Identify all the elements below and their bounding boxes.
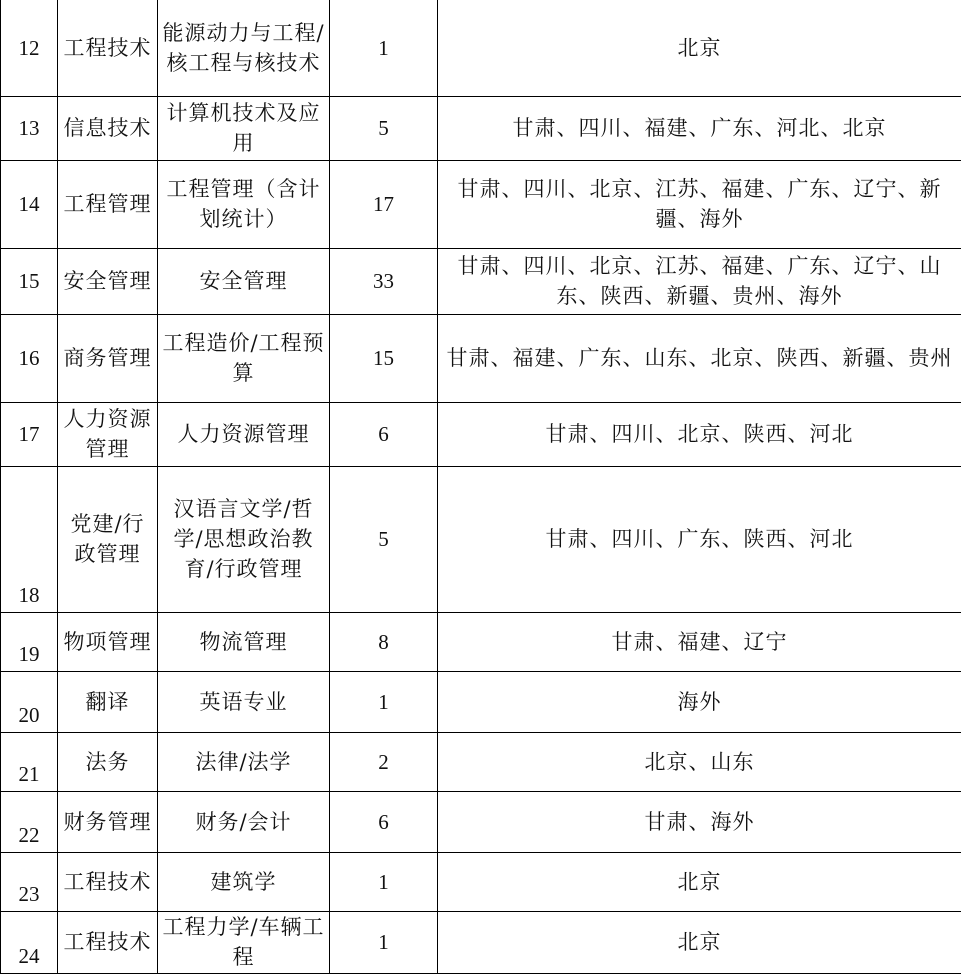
job-category: 安全管理 (58, 248, 158, 314)
work-locations: 北京 (438, 911, 961, 973)
job-category: 财务管理 (58, 791, 158, 852)
row-number: 16 (1, 314, 58, 402)
row-number: 19 (1, 612, 58, 671)
work-locations: 海外 (438, 671, 961, 732)
headcount: 6 (330, 791, 438, 852)
work-locations: 北京 (438, 852, 961, 911)
work-locations: 甘肃、福建、辽宁 (438, 612, 961, 671)
major: 法律/法学 (158, 732, 330, 791)
row-number: 18 (1, 466, 58, 612)
job-category: 物项管理 (58, 612, 158, 671)
row-number: 14 (1, 160, 58, 248)
job-category: 人力资源管理 (58, 402, 158, 466)
major: 工程造价/工程预算 (158, 314, 330, 402)
major: 能源动力与工程/核工程与核技术 (158, 0, 330, 96)
major: 安全管理 (158, 248, 330, 314)
major: 工程力学/车辆工程 (158, 911, 330, 973)
major: 财务/会计 (158, 791, 330, 852)
row-number: 20 (1, 671, 58, 732)
work-locations: 甘肃、福建、广东、山东、北京、陕西、新疆、贵州 (438, 314, 961, 402)
work-locations: 甘肃、四川、北京、江苏、福建、广东、辽宁、新疆、海外 (438, 160, 961, 248)
table-row (1, 612, 961, 671)
headcount: 1 (330, 911, 438, 973)
headcount: 17 (330, 160, 438, 248)
job-category: 信息技术 (58, 96, 158, 160)
major: 英语专业 (158, 671, 330, 732)
table-row (1, 314, 961, 402)
headcount: 6 (330, 402, 438, 466)
work-locations: 甘肃、海外 (438, 791, 961, 852)
headcount: 15 (330, 314, 438, 402)
table-row (1, 852, 961, 911)
major: 人力资源管理 (158, 402, 330, 466)
job-category: 党建/行政管理 (58, 466, 158, 612)
job-category: 工程技术 (58, 0, 158, 96)
table-row (1, 248, 961, 314)
job-category: 商务管理 (58, 314, 158, 402)
row-number: 23 (1, 852, 58, 911)
job-category: 工程技术 (58, 852, 158, 911)
table-row (1, 160, 961, 248)
table-row (1, 732, 961, 791)
work-locations: 甘肃、四川、广东、陕西、河北 (438, 466, 961, 612)
headcount: 1 (330, 0, 438, 96)
major: 物流管理 (158, 612, 330, 671)
major: 工程管理（含计划统计） (158, 160, 330, 248)
major: 计算机技术及应用 (158, 96, 330, 160)
work-locations: 北京、山东 (438, 732, 961, 791)
row-number: 13 (1, 96, 58, 160)
table-row (1, 671, 961, 732)
work-locations: 甘肃、四川、北京、江苏、福建、广东、辽宁、山东、陕西、新疆、贵州、海外 (438, 248, 961, 314)
headcount: 5 (330, 96, 438, 160)
table-row (1, 402, 961, 466)
row-number: 12 (1, 0, 58, 96)
headcount: 8 (330, 612, 438, 671)
table-row (1, 791, 961, 852)
headcount: 1 (330, 671, 438, 732)
table-row (1, 911, 961, 973)
headcount: 2 (330, 732, 438, 791)
major: 建筑学 (158, 852, 330, 911)
job-category: 法务 (58, 732, 158, 791)
headcount: 1 (330, 852, 438, 911)
row-number: 24 (1, 911, 58, 973)
headcount: 5 (330, 466, 438, 612)
job-category: 工程管理 (58, 160, 158, 248)
work-locations: 北京 (438, 0, 961, 96)
row-number: 21 (1, 732, 58, 791)
major: 汉语言文学/哲学/思想政治教育/行政管理 (158, 466, 330, 612)
work-locations: 甘肃、四川、北京、陕西、河北 (438, 402, 961, 466)
table-row (1, 96, 961, 160)
job-category: 工程技术 (58, 911, 158, 973)
table-row (1, 0, 961, 96)
row-number: 17 (1, 402, 58, 466)
job-category: 翻译 (58, 671, 158, 732)
table-row (1, 466, 961, 612)
headcount: 33 (330, 248, 438, 314)
row-number: 22 (1, 791, 58, 852)
work-locations: 甘肃、四川、福建、广东、河北、北京 (438, 96, 961, 160)
row-number: 15 (1, 248, 58, 314)
